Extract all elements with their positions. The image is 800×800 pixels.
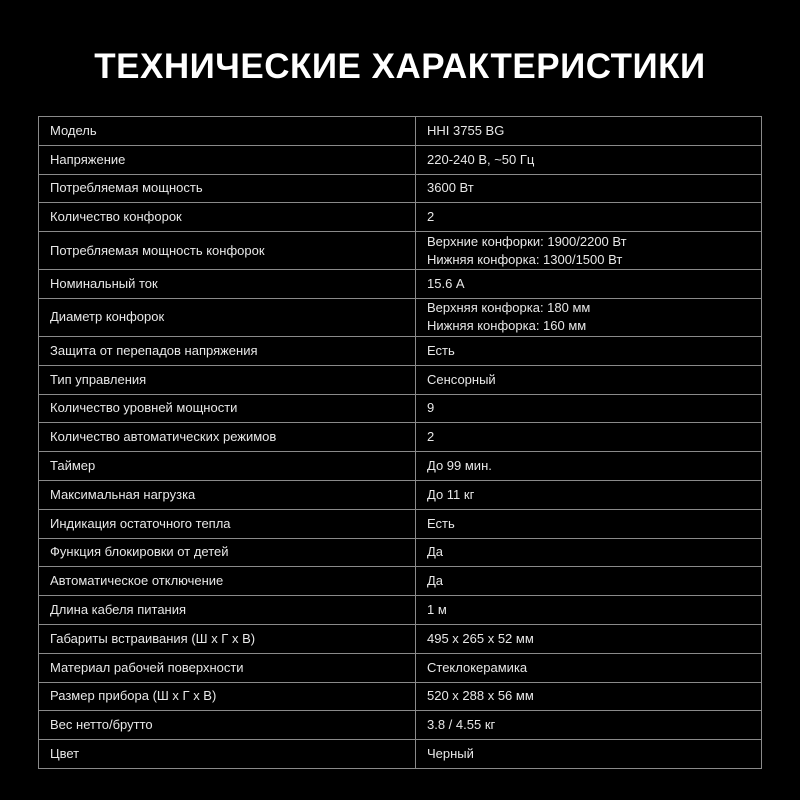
spec-label: Габариты встраивания (Ш х Г х В) (39, 624, 416, 653)
spec-row (39, 270, 762, 299)
spec-value (416, 509, 762, 538)
spec-value-line: Верхняя конфорка: 180 мм (427, 300, 591, 316)
spec-label: Цвет (39, 740, 416, 769)
spec-value-line: 220-240 В, ~50 Гц (427, 151, 535, 167)
spec-value-line: 2 (427, 429, 435, 445)
spec-value-line: 1 м (427, 602, 447, 618)
spec-value (416, 624, 762, 653)
spec-value-line: Есть (427, 342, 455, 358)
specs-table-body (39, 117, 762, 769)
spec-value (416, 740, 762, 769)
spec-value-line: 495 х 265 х 52 мм (427, 630, 534, 646)
spec-value (416, 567, 762, 596)
spec-row (39, 480, 762, 509)
spec-row (39, 509, 762, 538)
spec-value (416, 270, 762, 299)
spec-value-line: Да (427, 544, 444, 560)
spec-row (39, 232, 762, 270)
spec-row (39, 394, 762, 423)
spec-row (39, 624, 762, 653)
spec-value (416, 682, 762, 711)
spec-value-line: 520 х 288 х 56 мм (427, 688, 534, 704)
spec-value-line: Верхние конфорки: 1900/2200 Вт (427, 233, 627, 249)
spec-label: Индикация остаточного тепла (39, 509, 416, 538)
spec-row (39, 711, 762, 740)
spec-label: Модель (39, 117, 416, 146)
spec-label: Количество конфорок (39, 203, 416, 232)
spec-value (416, 480, 762, 509)
spec-value (416, 365, 762, 394)
spec-value (416, 538, 762, 567)
spec-label: Таймер (39, 452, 416, 481)
spec-row (39, 538, 762, 567)
spec-value-line: Нижняя конфорка: 160 мм (427, 318, 587, 334)
spec-row (39, 336, 762, 365)
spec-row (39, 365, 762, 394)
spec-row (39, 596, 762, 625)
spec-row (39, 203, 762, 232)
spec-value-line: Да (427, 573, 444, 589)
specs-table (38, 116, 762, 769)
spec-label: Размер прибора (Ш х Г х В) (39, 682, 416, 711)
spec-value-line: Черный (427, 746, 474, 762)
spec-label: Длина кабеля питания (39, 596, 416, 625)
spec-value-line: 2 (427, 209, 435, 225)
spec-row (39, 298, 762, 336)
spec-row (39, 174, 762, 203)
spec-row (39, 740, 762, 769)
spec-row (39, 567, 762, 596)
spec-label: Потребляемая мощность конфорок (39, 232, 416, 270)
spec-value (416, 117, 762, 146)
spec-value-line: До 99 мин. (427, 458, 492, 474)
spec-value (416, 203, 762, 232)
spec-label: Напряжение (39, 145, 416, 174)
spec-label: Количество уровней мощности (39, 394, 416, 423)
spec-label: Потребляемая мощность (39, 174, 416, 203)
spec-row (39, 423, 762, 452)
spec-value-line: Нижняя конфорка: 1300/1500 Вт (427, 251, 623, 267)
spec-label: Вес нетто/брутто (39, 711, 416, 740)
spec-value (416, 394, 762, 423)
spec-label: Функция блокировки от детей (39, 538, 416, 567)
spec-value-line: Стеклокерамика (427, 659, 528, 675)
spec-label: Количество автоматических режимов (39, 423, 416, 452)
spec-value (416, 145, 762, 174)
spec-value (416, 174, 762, 203)
spec-value-line: HHI 3755 BG (427, 122, 505, 138)
spec-label: Защита от перепадов напряжения (39, 336, 416, 365)
spec-value-line: 3600 Вт (427, 180, 474, 196)
spec-value-line: До 11 кг (427, 486, 475, 502)
spec-label: Максимальная нагрузка (39, 480, 416, 509)
spec-value (416, 452, 762, 481)
spec-value-line: Есть (427, 515, 455, 531)
spec-row (39, 653, 762, 682)
spec-value (416, 298, 762, 336)
spec-label: Автоматическое отключение (39, 567, 416, 596)
spec-value-line: 3.8 / 4.55 кг (427, 717, 496, 733)
spec-value-line: 9 (427, 400, 435, 416)
page-title: ТЕХНИЧЕСКИЕ ХАРАКТЕРИСТИКИ (94, 47, 706, 86)
spec-value (416, 336, 762, 365)
spec-label: Диаметр конфорок (39, 298, 416, 336)
spec-label: Номинальный ток (39, 270, 416, 299)
spec-label: Материал рабочей поверхности (39, 653, 416, 682)
spec-value-line: Сенсорный (427, 371, 496, 387)
spec-row (39, 145, 762, 174)
spec-value (416, 596, 762, 625)
spec-value (416, 653, 762, 682)
spec-row (39, 452, 762, 481)
spec-value (416, 232, 762, 270)
spec-label: Тип управления (39, 365, 416, 394)
spec-row (39, 117, 762, 146)
spec-value (416, 423, 762, 452)
spec-row (39, 682, 762, 711)
spec-value (416, 711, 762, 740)
spec-value-line: 15.6 А (427, 276, 465, 292)
